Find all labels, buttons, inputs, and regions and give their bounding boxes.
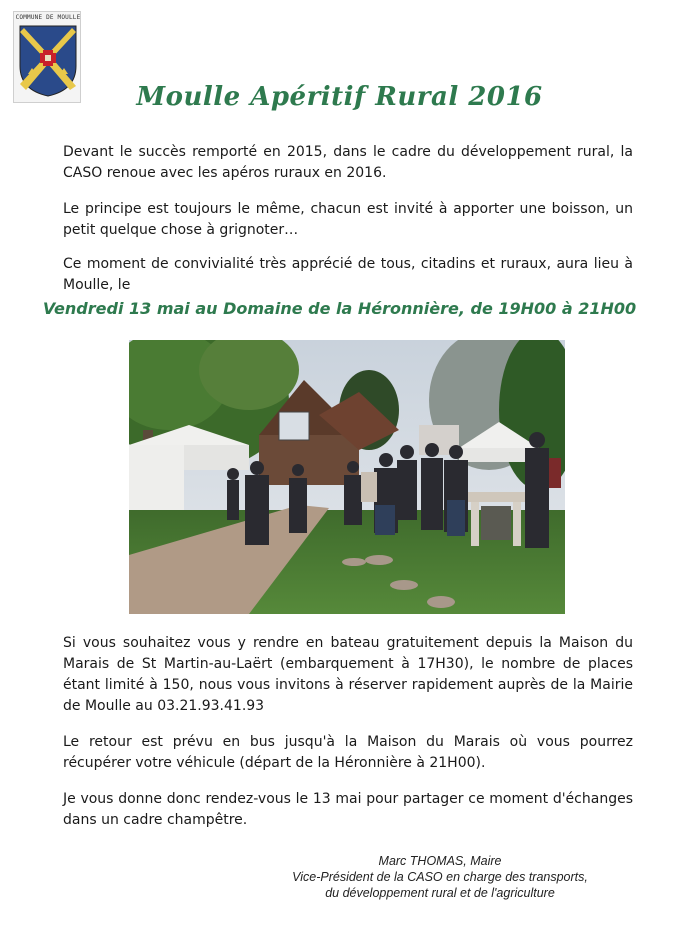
event-photo (129, 340, 565, 614)
signature-block (250, 853, 630, 901)
page-title: Moulle Apéritif Rural 2016 (136, 82, 543, 112)
paragraph-location: Ce moment de convivialité très apprécié de tous, citadins et ruraux, aura lieu à Moulle, le (63, 256, 633, 293)
crest-label: COMMUNE DE MOULLE (15, 14, 81, 21)
signature-role-2: du développement rural et de l'agriculture (325, 886, 555, 900)
signature-role-1: Vice-Président de la CASO en charge des transports, (292, 870, 588, 884)
paragraph-intro: Devant le succès remporté en 2015, dans le cadre du développement rural, la CASO renoue avec les apéros ruraux en 2016. (63, 144, 633, 181)
outdoor-gathering-photo (129, 340, 565, 614)
paragraph-boat: Si vous souhaitez vous y rendre en bateau gratuitement depuis la Maison du Marais de St Martin-au-Laërt (embarquement à 17H30), le nombre de places étant limité à 150, nous vous invitons à réserver rapidement auprès de la Mairie de Moulle au 03.21.93.41.93 (63, 635, 633, 714)
event-date-line: Vendredi 13 mai au Domaine de la Héronnière, de 19H00 à 21H00 (42, 299, 637, 318)
signature-name: Marc THOMAS, Maire (378, 854, 502, 868)
paragraph-principle: Le principe est toujours le même, chacun est invité à apporter une boisson, un petit quelque chose à grignoter… (63, 201, 633, 238)
paragraph-closing: Je vous donne donc rendez-vous le 13 mai pour partager ce moment d'échanges dans un cadre champêtre. (63, 791, 633, 828)
paragraph-return: Le retour est prévu en bus jusqu'à la Maison du Marais où vous pourrez récupérer votre véhicule (départ de la Héronnière à 21H00). (63, 734, 633, 771)
